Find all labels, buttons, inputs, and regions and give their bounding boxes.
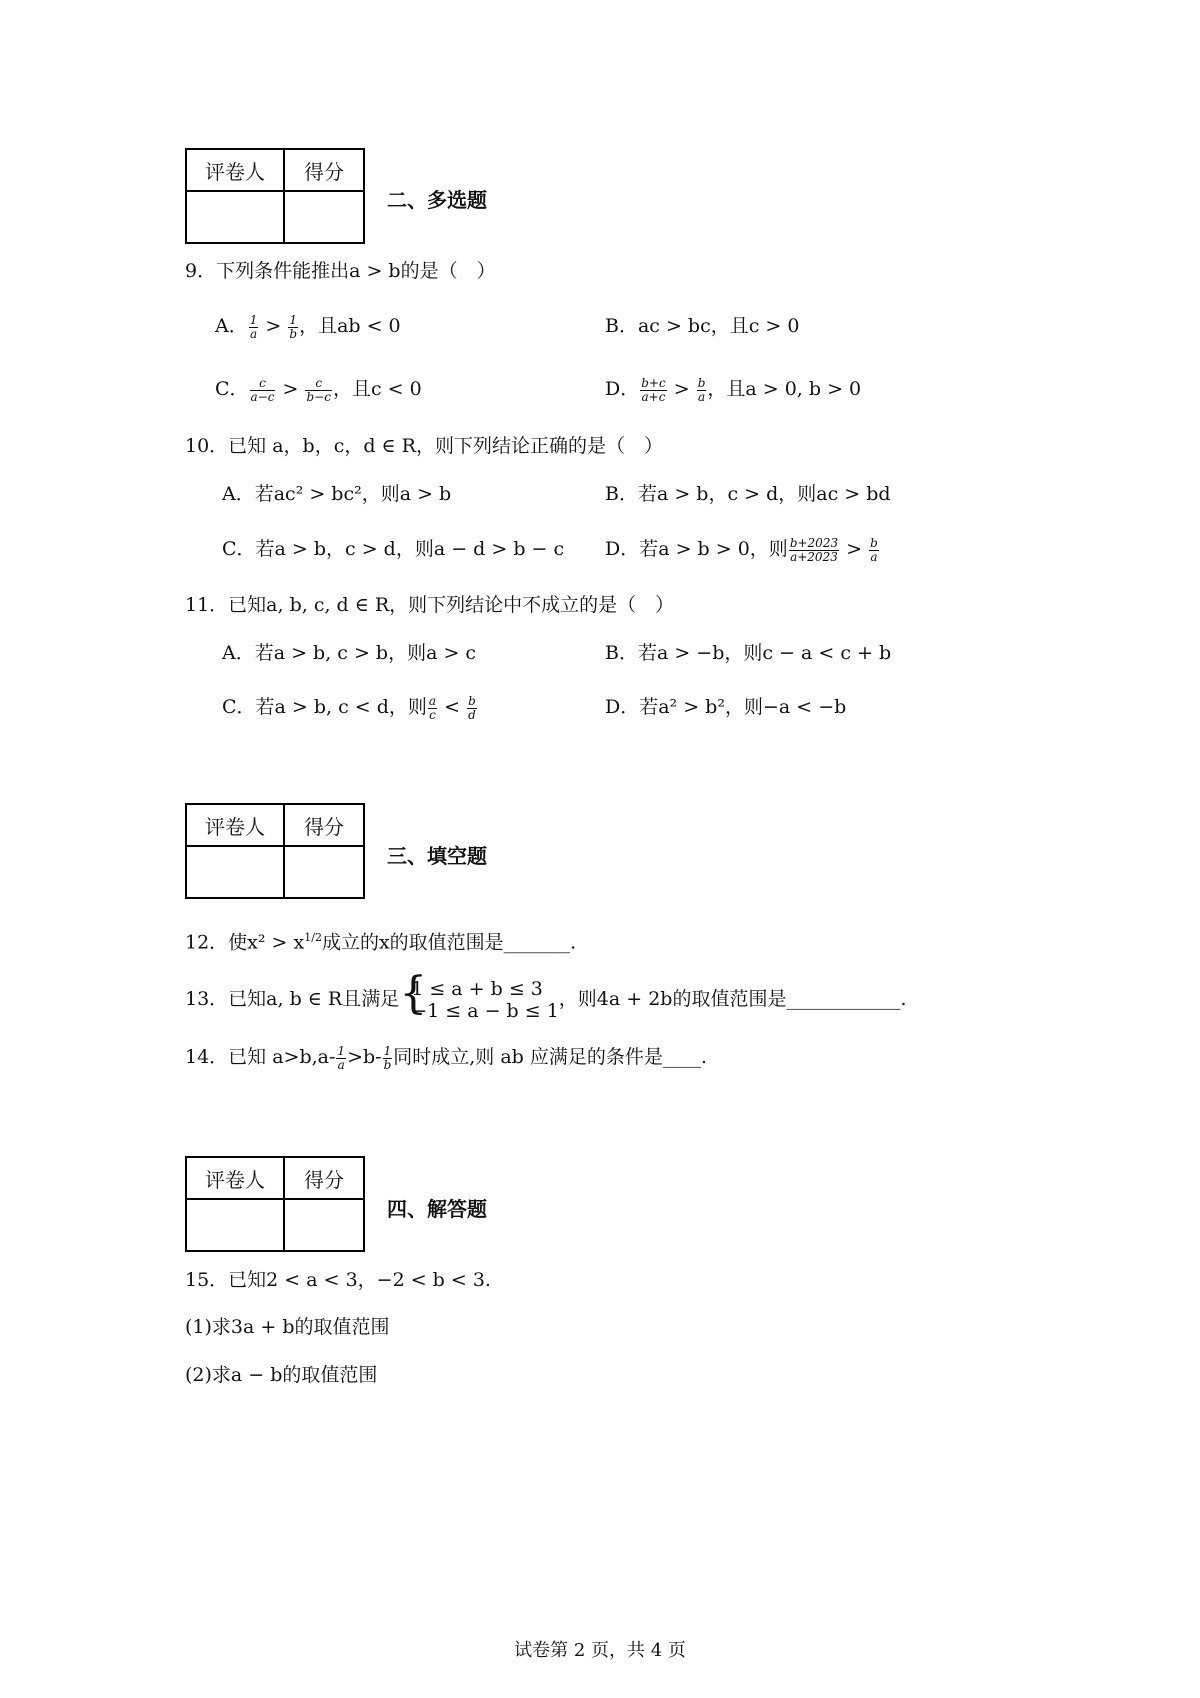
reviewer-header: 评卷人: [186, 804, 284, 846]
score-cell: [284, 846, 364, 898]
question-9-option-b: B．ac > bc，且c > 0: [605, 315, 800, 337]
question-9-option-a: A． $\frac{1}{a}$ > $\frac{1}{b}$ ，且ab < 0: [215, 312, 401, 341]
score-header: 得分: [284, 1157, 364, 1199]
question-12: 12．使$x^2 > x^{1/2}$成立的x的取值范围是_______.: [185, 931, 577, 954]
question-14: 14．已知 a>b,a- $\frac{1}{a}$ >b- $\frac{1}{b}$ 同时成立,则 ab 应满足的条件是____.: [185, 1043, 707, 1072]
section-title-multi: 二、多选题: [387, 188, 487, 212]
inequality-system: { 1 ≤ a + b ≤ 3 −1 ≤ a − b ≤ 1: [399, 968, 559, 1022]
question-10-option-d: D．若a > b > 0，则 $\frac{b+2023}{a+2023}$ > $\frac{b}{a}$: [605, 535, 878, 564]
score-cell: [284, 1199, 364, 1251]
reviewer-cell: [186, 191, 284, 243]
question-11-option-d: D．若a² > b²，则−a < −b: [605, 696, 847, 718]
question-11-option-b: B．若a > −b，则c − a < c + b: [605, 642, 892, 664]
question-11-option-c: C．若a > b, c < d，则 $\frac{a}{c}$ < $\frac{b}{d}$: [222, 693, 476, 722]
reviewer-cell: [186, 846, 284, 898]
question-10-option-a: A．若ac² > bc²，则a > b: [222, 483, 452, 505]
page-footer: 试卷第 2 页，共 4 页: [514, 1640, 686, 1661]
section-title-fill: 三、填空题: [387, 844, 487, 868]
score-header: 得分: [284, 804, 364, 846]
question-13: 13．已知a, b ∈ R且满足 { 1 ≤ a + b ≤ 3 −1 ≤ a − b ≤ 1 ，则4a + 2b的取值范围是____________.: [185, 968, 907, 1022]
question-10-option-b: B．若a > b，c > d，则ac > bd: [605, 483, 891, 505]
grading-table-multi: [185, 148, 365, 244]
grading-table-fill: [185, 803, 365, 899]
grading-table-answer: [185, 1156, 365, 1252]
reviewer-cell: [186, 1199, 284, 1251]
reviewer-header: 评卷人: [186, 149, 284, 191]
section-title-answer: 四、解答题: [387, 1197, 487, 1221]
score-cell: [284, 191, 364, 243]
question-10-option-c: C．若a > b，c > d，则a − d > b − c: [222, 538, 565, 560]
question-9-stem: 9．下列条件能推出a > b的是（ ）: [185, 260, 496, 282]
question-9-option-d: D． $\frac{b+c}{a+c}$ > $\frac{b}{a}$ ，且a > 0, b > 0: [605, 375, 862, 404]
question-15-part-2: (2)求a − b的取值范围: [185, 1364, 378, 1386]
question-15-part-1: (1)求3a + b的取值范围: [185, 1316, 390, 1338]
question-11-stem: 11．已知a, b, c, d ∈ R，则下列结论中不成立的是（ ）: [185, 594, 675, 616]
reviewer-header: 评卷人: [186, 1157, 284, 1199]
score-header: 得分: [284, 149, 364, 191]
question-11-option-a: A．若a > b, c > b，则a > c: [222, 642, 477, 664]
question-9-option-c: C． $\frac{c}{a-c}$ > $\frac{c}{b-c}$ ，且c < 0: [215, 375, 422, 404]
question-15-stem: 15．已知2 < a < 3，−2 < b < 3.: [185, 1269, 491, 1291]
question-10-stem: 10．已知 a，b，c，d ∈ R，则下列结论正确的是（ ）: [185, 435, 663, 457]
